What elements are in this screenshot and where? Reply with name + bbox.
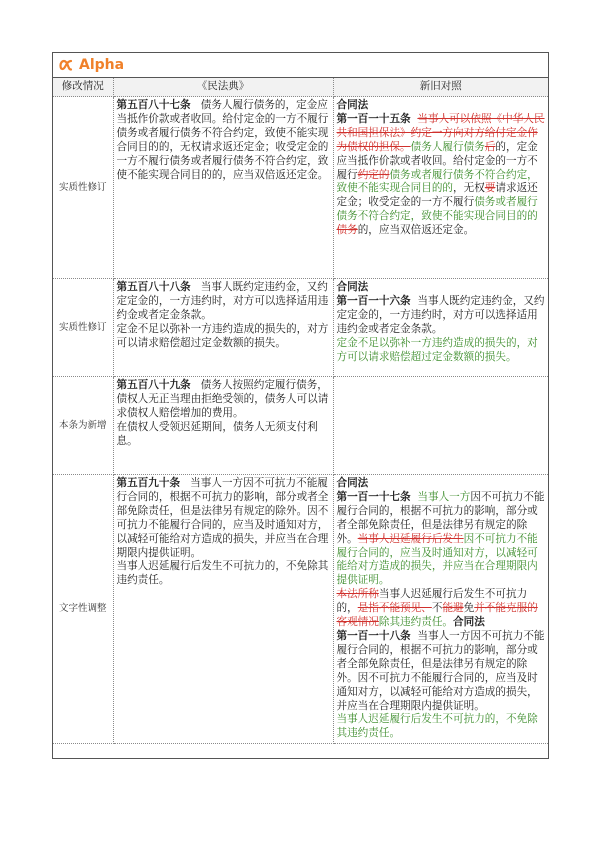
deleted-text: 是指不能预见、: [357, 602, 432, 615]
tracked-text-2: [337, 588, 546, 630]
unchanged-text: 请求返还定金；收受定金的一方不履行: [336, 182, 538, 209]
comparison-cell-empty: [333, 377, 548, 475]
old-article-number: 第一百一十七条: [336, 490, 411, 503]
article-text: 当事人既约定违约金，又约定定金的，一方违约时，对方可以选择适用违约金或者定金条款。: [116, 281, 329, 321]
article-text-2: 定金不足以弥补一方违约造成的损失的，对方可以请求赔偿超过定金数额的损失。: [116, 322, 329, 349]
inserted-text: 当事人一方: [417, 490, 471, 503]
unchanged-text: 免: [463, 602, 475, 615]
comparison-cell: [333, 475, 548, 744]
law-name: 合同法: [336, 281, 369, 293]
comparison-table: [53, 78, 548, 744]
row-category: 本条为新增: [53, 377, 113, 475]
civil-code-cell: [113, 377, 333, 475]
deleted-text: 约定的: [357, 168, 390, 181]
brand-name: Alpha: [79, 57, 125, 73]
unchanged-text: ，无权: [453, 182, 485, 195]
header-status: 修改情况: [53, 78, 113, 97]
article-text: 债务人履行债务的，定金应当抵作价款或者收回。给付定金的一方不履行债务或者履行债务不符合约定，致使不能实现合同目的的，无权请求返还定金；收受定金的一方不履行债务或者履行债务不符合约定，致使不能实现合同目的的，应当双倍返还定金。: [116, 99, 329, 181]
civil-code-cell: [113, 475, 333, 744]
law-name-2: 合同法: [453, 616, 485, 629]
table-row: [53, 475, 548, 744]
article-text: 债务人按照约定履行债务，债权人无正当理由拒绝受领的，债务人可以请求债权人赔偿增加的费用。: [116, 379, 329, 419]
comparison-cell: [333, 97, 548, 279]
unchanged-text: 不: [431, 602, 443, 615]
row-category: 文字性调整: [53, 475, 113, 744]
added-text: 定金不足以弥补一方违约造成的损失的，对方可以请求赔偿超过定金数额的损失。: [336, 336, 538, 363]
added-text: 当事人迟延履行后发生不可抗力的，不免除其违约责任。: [336, 713, 538, 740]
old-article-number: 第一百一十六条: [336, 294, 411, 307]
unchanged-text: 的，定金应当抵作价款或者收回。给付定金的一方不履行: [336, 140, 538, 181]
brand-bar: [53, 53, 548, 78]
row-category: 实质性修订: [53, 97, 113, 279]
article-text-2: 当事人迟延履行后发生不可抗力的，不免除其违约责任。: [116, 560, 329, 587]
deleted-text: 当事人迟延履行后发生: [357, 532, 464, 545]
header-civil-code: 《民法典》: [113, 78, 333, 97]
article-number: 第五百八十七条: [116, 99, 191, 111]
table-row: [53, 279, 548, 377]
table-header-row: [53, 78, 548, 97]
inserted-text: 因不可抗力不能履行合同的，应当及时通知对方，以减轻可能给对方造成的损失，并应当在合理期限内提供证明。: [336, 532, 538, 587]
deleted-text: 并不能克服的客观情况: [336, 602, 538, 629]
article-text-2: 在债权人受领迟延期间，债务人无须支付利息。: [116, 420, 318, 447]
unchanged-text: 因不可抗力不能履行合同的，根据不可抗力的影响，部分或者全部免除责任，但是法律另有规定的除外。: [336, 490, 545, 545]
deleted-text: 要: [484, 182, 496, 195]
tracked-text: [337, 491, 545, 586]
deleted-text: 债务: [336, 224, 358, 237]
article-number: 第五百八十八条: [116, 281, 191, 293]
comparison-cell: [333, 279, 548, 377]
civil-code-cell: [113, 97, 333, 279]
article-number: 第五百九十条: [116, 477, 181, 489]
unchanged-text: 当事人迟延履行后发生不可抗力的，: [336, 588, 528, 615]
old-article-number-2: 第一百一十八条: [336, 629, 411, 642]
deleted-text: 本法所称: [336, 588, 379, 601]
inserted-text: 债务或者履行债务不符合约定，致使不能实现合同目的的: [336, 196, 538, 223]
document-frame: [52, 52, 549, 759]
deleted-text: 能避: [442, 602, 464, 615]
row-category: 实质性修订: [53, 279, 113, 377]
deleted-text: 后: [484, 140, 496, 153]
unchanged-text: 当事人既约定违约金，又约定定金的，一方违约时，对方可以选择适用违约金或者定金条款。: [336, 294, 545, 335]
tracked-text-2-inner: [337, 588, 538, 628]
alpha-logo-icon: [59, 57, 75, 73]
inserted-text: 债务或者履行债务不符合约定，致使不能实现合同目的的: [336, 168, 538, 195]
civil-code-cell: [113, 279, 333, 377]
article-number: 第五百八十九条: [116, 379, 191, 391]
article-text-3: 当事人一方因不可抗力不能履行合同的，根据不可抗力的影响，部分或者全部免除责任，但是法律另有规定的除外。因不可抗力不能履行合同的，应当及时通知对方，以减轻可能给对方造成的损失，并应当在合理期限内提供证明。: [336, 629, 545, 712]
law-name: 合同法: [336, 477, 369, 489]
inserted-text: 债务人履行债务: [410, 140, 485, 153]
law-name: 合同法: [336, 99, 369, 111]
tracked-text: [337, 113, 545, 236]
table-row: [53, 377, 548, 475]
table-row: [53, 97, 548, 279]
deleted-text: 当事人可以依照《中华人民共和国担保法》约定一方向对方给付定金作为债权的担保。: [336, 112, 545, 153]
article-text: 当事人一方因不可抗力不能履行合同的，根据不可抗力的影响，部分或者全部免除责任，但是法律另有规定的除外。因不可抗力不能履行合同的，应当及时通知对方，以减轻可能给对方造成的损失，并应当在合理期限内提供证明。: [116, 477, 329, 559]
unchanged-text: 的，应当双倍返还定金。: [357, 224, 475, 237]
inserted-text: 除其违约责任。: [378, 616, 454, 629]
old-article-number: 第一百一十五条: [336, 112, 411, 125]
header-comparison: 新旧对照: [333, 78, 548, 97]
